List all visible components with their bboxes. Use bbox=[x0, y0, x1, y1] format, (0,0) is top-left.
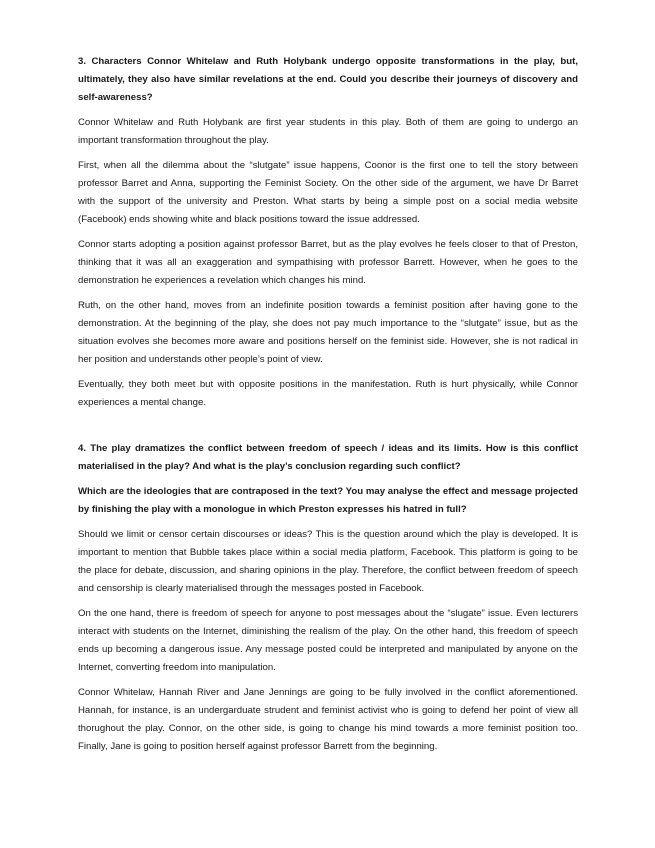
document-body bbox=[78, 53, 578, 763]
paragraph: Connor starts adopting a position against professor Barret, but as the play evolves he feels closer to that of Preston, thinking that it was all an exaggeration and sympathising with professor Barrett. However, when he goes to the demonstration he experiences a revelation which changes his mind. bbox=[78, 239, 578, 286]
section-spacer bbox=[78, 419, 578, 440]
paragraph: Connor Whitelaw, Hannah River and Jane Jennings are going to be fully involved in the conflict aforementioned. Hannah, for instance, is an undergarduate strudent and feminist activist who is going to defend her point of view all thorughout the play. Connor, on the other side, is going to change his mind towards a more feminist position too. Finally, Jane is going to position herself against professor Barrett from the beginning. bbox=[78, 687, 578, 752]
question-4-followup: Which are the ideologies that are contraposed in the text? You may analyse the effect and message projected by finishing the play with a monologue in which Preston expresses his hatred in full? bbox=[78, 486, 578, 515]
paragraph: First, when all the dilemma about the “slutgate” issue happens, Coonor is the first one to tell the story between professor Barret and Anna, supporting the Feminist Society. On the other side of the argument, we have Dr Barret with the support of the university and Preston. What starts by being a simple post on a social media website (Facebook) ends showing white and black positions toward the issue addressed. bbox=[78, 160, 578, 225]
question-4: 4. The play dramatizes the conflict between freedom of speech / ideas and its limits. How is this conflict materialised in the play? And what is the play’s conclusion regarding such conflict? bbox=[78, 443, 578, 472]
paragraph: Eventually, they both meet but with opposite positions in the manifestation. Ruth is hurt physically, while Connor experiences a mental change. bbox=[78, 379, 578, 408]
paragraph: Ruth, on the other hand, moves from an indefinite position towards a feminist position after having gone to the demonstration. At the beginning of the play, she does not pay much importance to the “slutgate” issue, but as the situation evolves she becomes more aware and positions herself on the feminist side. However, she is not radical in her position and understands other people’s point of view. bbox=[78, 300, 578, 365]
paragraph: Should we limit or censor certain discourses or ideas? This is the question around which the play is developed. It is important to mention that Bubble takes place within a social media platform, Facebook. This platform is going to be the place for debate, discussion, and sharing opinions in the play. Therefore, the conflict between freedom of speech and censorship is clearly materialised through the messages posted in Facebook. bbox=[78, 529, 578, 594]
paragraph: On the one hand, there is freedom of speech for anyone to post messages about the “slugate” issue. Even lecturers interact with students on the Internet, diminishing the realism of the play. On the other hand, this freedom of speech ends up becoming a dangerous issue. Any message posted could be interpreted and manipulated by anyone on the Internet, converting freedom into manipulation. bbox=[78, 608, 578, 673]
paragraph: Connor Whitelaw and Ruth Holybank are first year students in this play. Both of them are going to undergo an important transformation throughout the play. bbox=[78, 117, 578, 146]
question-3: 3. Characters Connor Whitelaw and Ruth Holybank undergo opposite transformations in the play, but, ultimately, they also have similar revelations at the end. Could you describe their journeys of discovery and self-awareness? bbox=[78, 56, 578, 103]
